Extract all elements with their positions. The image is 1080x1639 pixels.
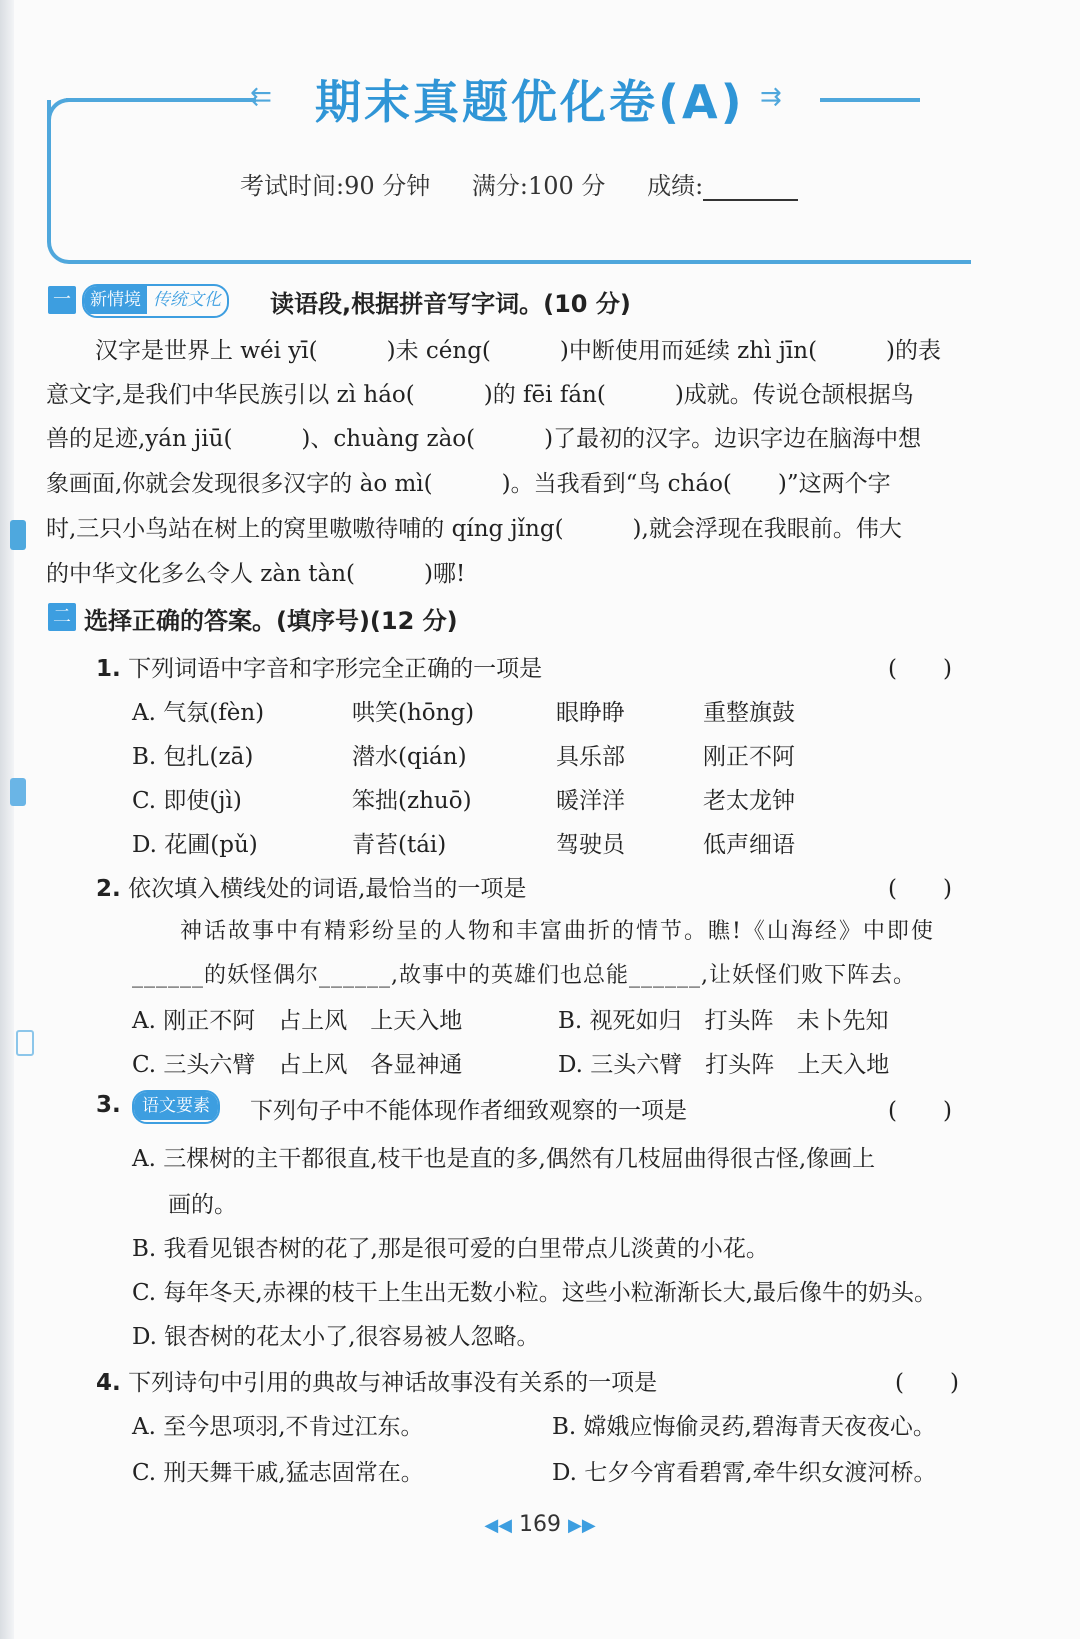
option: B. 包扎(zā): [132, 744, 254, 770]
question-number: 1.: [96, 656, 121, 682]
option-word: 暖洋洋: [556, 788, 625, 814]
question-number: 2.: [96, 876, 121, 902]
header-rule-left: [66, 98, 256, 102]
passage-line: 象画面,你就会发现很多汉字的 ào mì( )。当我看到“鸟 cháo( )”这两个字: [46, 471, 891, 497]
option-word: 老太龙钟: [703, 788, 795, 814]
section-2-title: 选择正确的答案。(填序号)(12 分): [84, 607, 458, 635]
option-word: 潜水(qián): [352, 744, 467, 770]
arrow-right-deco-icon: ⇉: [760, 82, 782, 112]
q3-tag: [132, 1090, 220, 1124]
score-blank: [703, 177, 798, 201]
arrow-left-deco-icon: ⇇: [250, 82, 272, 112]
option: A. 气氛(fèn): [132, 700, 265, 726]
question-stem: 下列句子中不能体现作者细致观察的一项是: [250, 1098, 687, 1124]
page-footer: [0, 1512, 1080, 1537]
full-score: 满分:100 分: [471, 172, 606, 200]
answer-paren: ( ): [888, 656, 952, 682]
exam-info: [240, 166, 832, 201]
header-rule-right: [820, 98, 920, 102]
edge-mark: [16, 1030, 34, 1056]
option: A. 至今思项羽,不肯过江东。: [132, 1414, 424, 1440]
question-stem: 下列词语中字音和字形完全正确的一项是: [128, 656, 543, 682]
option: D. 银杏树的花太小了,很容易被人忽略。: [132, 1324, 540, 1350]
section-1-number: 一: [48, 286, 76, 314]
prev-arrows-icon: ◀◀: [484, 1515, 512, 1536]
edge-tab: [10, 520, 26, 550]
passage-line: 意文字,是我们中华民族引以 zì háo( )的 fēi fán( )成就。传说仓颉根据鸟: [46, 382, 914, 408]
passage-line: 汉字是世界上 wéi yī( )未 céng( )中断使用而延续 zhì jīn( )的表: [95, 338, 942, 364]
tag-language-element: 语文要素: [134, 1092, 218, 1120]
page-number: 169: [519, 1512, 561, 1537]
answer-paren: ( ): [895, 1370, 959, 1396]
option: C. 刑天舞干戚,猛志固常在。: [132, 1460, 424, 1486]
answer-paren: ( ): [888, 876, 952, 902]
option: B. 视死如归 打头阵 未卜先知: [558, 1008, 889, 1034]
passage-line: 的中华文化多么令人 zàn tàn( )哪!: [46, 561, 466, 587]
option-word: 低声细语: [703, 832, 795, 858]
option-continuation: 画的。: [168, 1192, 237, 1218]
question-number: 4.: [96, 1370, 121, 1396]
question-stem: 下列诗句中引用的典故与神话故事没有关系的一项是: [128, 1370, 658, 1396]
option: A. 三棵树的主干都很直,枝干也是直的多,偶然有几枝屈曲得很古怪,像画上: [132, 1146, 876, 1172]
option: D. 三头六臂 打头阵 上天入地: [558, 1052, 890, 1078]
section-1-tag: [82, 284, 229, 318]
option-word: 具乐部: [556, 744, 625, 770]
option: C. 每年冬天,赤裸的枝干上生出无数小粒。这些小粒渐渐长大,最后像牛的奶头。: [132, 1280, 938, 1306]
option: D. 七夕今宵看碧霄,牵牛织女渡河桥。: [552, 1460, 937, 1486]
option-word: 青苔(tái): [352, 832, 447, 858]
edge-tab: [10, 778, 26, 806]
next-arrows-icon: ▶▶: [568, 1515, 596, 1536]
passage-line: 兽的足迹,yán jiū( )、chuàng zào( )了最初的汉字。边识字边在脑海中想: [46, 426, 922, 452]
question-4: [96, 1364, 657, 1397]
option: B. 我看见银杏树的花了,那是很可爱的白里带点儿淡黄的小花。: [132, 1236, 769, 1262]
tag-traditional-culture: 传统文化: [153, 290, 221, 310]
option-word: 刚正不阿: [703, 744, 795, 770]
section-2-number: 二: [48, 603, 76, 631]
section-1-title: 读语段,根据拼音写字词。(10 分): [270, 290, 631, 318]
option-word: 驾驶员: [556, 832, 625, 858]
tag-new-context: 新情境: [84, 286, 147, 314]
option: D. 花圃(pǔ): [132, 832, 258, 858]
score-label: 成绩:: [647, 172, 704, 200]
question-stem: 依次填入横线处的词语,最恰当的一项是: [128, 876, 527, 902]
option-word: 重整旗鼓: [703, 700, 795, 726]
question-3: [96, 1092, 121, 1118]
option-word: 眼睁睁: [556, 700, 625, 726]
passage-line: 时,三只小鸟站在树上的窝里嗷嗷待哺的 qíng jǐng( ),就会浮现在我眼前。伟大: [46, 516, 902, 542]
option: C. 即使(jì): [132, 788, 242, 814]
question-1: [96, 650, 542, 683]
option: C. 三头六臂 占上风 各显神通: [132, 1052, 463, 1078]
question-2: [96, 870, 526, 903]
page-title: 期末真题优化卷(A): [315, 75, 745, 129]
option-word: 笨拙(zhuō): [352, 788, 472, 814]
q2-passage-line: ______的妖怪偶尔______,故事中的英雄们也总能______,让妖怪们败下阵去。: [132, 963, 916, 988]
answer-paren: ( ): [888, 1098, 952, 1124]
q2-passage-line: 神话故事中有精彩纷呈的人物和丰富曲折的情节。瞧!《山海经》中即使: [180, 919, 935, 944]
question-number: 3.: [96, 1092, 121, 1118]
page-edge: [0, 0, 14, 1639]
option-word: 哄笑(hōng): [352, 700, 475, 726]
option: A. 刚正不阿 占上风 上天入地: [132, 1008, 463, 1034]
exam-time: 考试时间:90 分钟: [240, 172, 431, 200]
option: B. 嫦娥应悔偷灵药,碧海青天夜夜心。: [552, 1414, 936, 1440]
